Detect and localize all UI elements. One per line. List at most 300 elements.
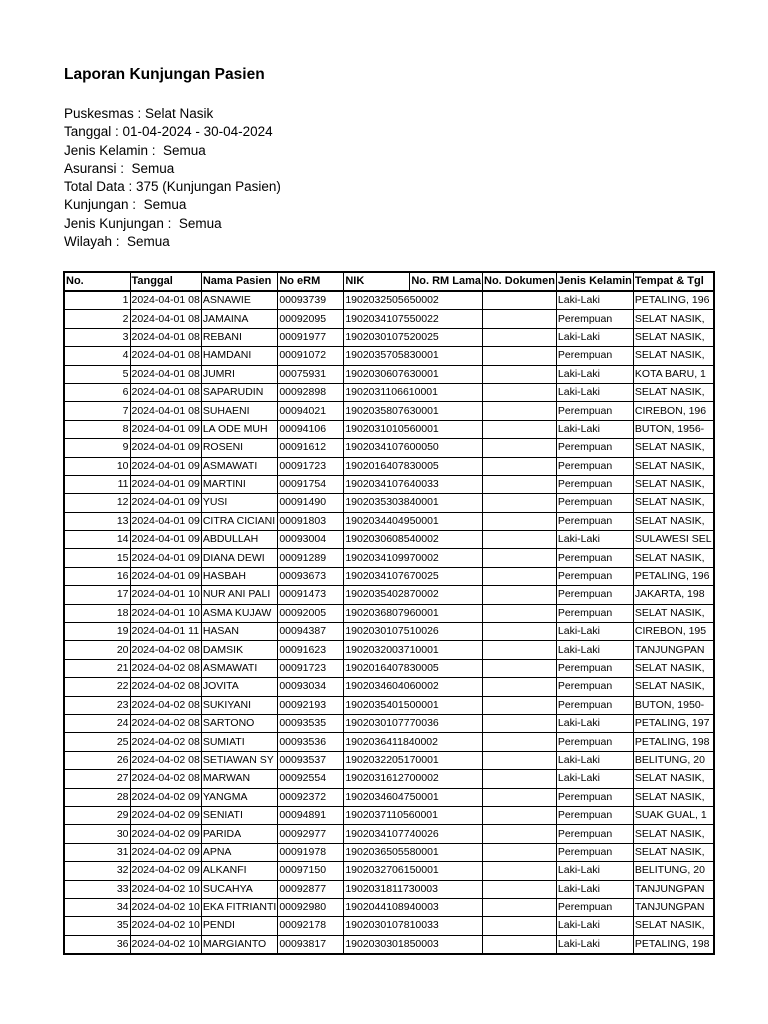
cell-no-erm: 00092980 [278,898,344,916]
cell-tanggal: 2024-04-01 08 [130,310,201,328]
cell-no-erm: 00091289 [278,549,344,567]
header-no: No. [64,272,130,291]
report-title: Laporan Kunjungan Pasien [64,66,265,83]
cell-no-erm: 00091723 [278,457,344,475]
cell-tempat-tgl: BELITUNG, 20 [633,862,713,880]
cell-no-dokumen [483,659,557,677]
table-row [64,898,714,916]
cell-no-dokumen [483,475,557,493]
cell-no: 3 [64,328,130,346]
cell-nik-rm-lama: 1902030607630001 [344,365,483,383]
cell-nik-rm-lama: 1902035402870002 [344,586,483,604]
meta-jenis-kunjungan: Jenis Kunjungan : Semua [64,215,222,231]
cell-nik-rm-lama: 1902034107740026 [344,825,483,843]
cell-nama-pasien: YUSI [201,494,278,512]
cell-no-erm: 00097150 [278,862,344,880]
cell-no-erm: 00092977 [278,825,344,843]
cell-jenis-kelamin: Perempuan [556,898,633,916]
cell-no: 25 [64,733,130,751]
table-row [64,402,714,420]
cell-tempat-tgl: SELAT NASIK, [633,475,713,493]
cell-jenis-kelamin: Laki-Laki [556,383,633,401]
cell-jenis-kelamin: Perempuan [556,696,633,714]
cell-tanggal: 2024-04-01 08 [130,291,201,310]
cell-nama-pasien: REBANI [201,328,278,346]
cell-no-erm: 00094891 [278,806,344,824]
table-row [64,347,714,365]
cell-no-dokumen [483,935,557,954]
cell-tempat-tgl: SELAT NASIK, [633,310,713,328]
cell-nama-pasien: JOVITA [201,678,278,696]
table-row [64,494,714,512]
cell-nama-pasien: ALKANFI [201,862,278,880]
cell-nama-pasien: SARTONO [201,714,278,732]
cell-tempat-tgl: PETALING, 196 [633,291,713,310]
cell-no-erm: 00091978 [278,843,344,861]
cell-nik-rm-lama: 1902034109970002 [344,549,483,567]
table-row [64,770,714,788]
cell-jenis-kelamin: Laki-Laki [556,641,633,659]
cell-jenis-kelamin: Perempuan [556,457,633,475]
cell-no-dokumen [483,586,557,604]
cell-nik-rm-lama: 1902030107520025 [344,328,483,346]
table-body [64,291,714,954]
cell-no: 11 [64,475,130,493]
cell-no-erm: 00092554 [278,770,344,788]
meta-total-data: Total Data : 375 (Kunjungan Pasien) [64,179,281,195]
cell-nama-pasien: SUMIATI [201,733,278,751]
cell-no: 13 [64,512,130,530]
cell-nama-pasien: ASMAWATI [201,457,278,475]
cell-nik-rm-lama: 1902031010560001 [344,420,483,438]
meta-tanggal: Tanggal : 01-04-2024 - 30-04-2024 [64,124,273,140]
cell-nik-rm-lama: 1902036807960001 [344,604,483,622]
cell-no-dokumen [483,770,557,788]
cell-nama-pasien: ROSENI [201,439,278,457]
cell-no-dokumen [483,420,557,438]
cell-no-dokumen [483,623,557,641]
cell-nik-rm-lama: 1902035303840001 [344,494,483,512]
cell-nik-rm-lama: 1902032205170001 [344,751,483,769]
cell-no-dokumen [483,328,557,346]
cell-nama-pasien: SUKIYANI [201,696,278,714]
cell-no-dokumen [483,641,557,659]
cell-nama-pasien: DAMSIK [201,641,278,659]
cell-nik-rm-lama: 1902034107550022 [344,310,483,328]
cell-tanggal: 2024-04-01 09 [130,567,201,585]
cell-tanggal: 2024-04-02 10 [130,880,201,898]
cell-nik-rm-lama: 1902030608540002 [344,531,483,549]
cell-no-dokumen [483,567,557,585]
cell-tanggal: 2024-04-02 09 [130,806,201,824]
cell-no-erm: 00091803 [278,512,344,530]
cell-jenis-kelamin: Laki-Laki [556,935,633,954]
cell-no: 36 [64,935,130,954]
cell-tanggal: 2024-04-02 09 [130,843,201,861]
cell-tanggal: 2024-04-02 08 [130,678,201,696]
cell-nik-rm-lama: 1902034404950001 [344,512,483,530]
cell-tanggal: 2024-04-02 08 [130,733,201,751]
table-row [64,825,714,843]
cell-no-dokumen [483,439,557,457]
table-row [64,457,714,475]
cell-tanggal: 2024-04-01 11 [130,623,201,641]
cell-nik-rm-lama: 1902030107510026 [344,623,483,641]
cell-no-dokumen [483,291,557,310]
cell-jenis-kelamin: Laki-Laki [556,328,633,346]
cell-jenis-kelamin: Laki-Laki [556,862,633,880]
cell-nik-rm-lama: 1902037110560001 [344,806,483,824]
cell-no-erm: 00091473 [278,586,344,604]
cell-no-erm: 00092877 [278,880,344,898]
cell-no-erm: 00091072 [278,347,344,365]
cell-nik-rm-lama: 1902032706150001 [344,862,483,880]
cell-tempat-tgl: TANJUNGPAN [633,641,713,659]
cell-tanggal: 2024-04-02 08 [130,641,201,659]
report-meta [64,105,281,251]
cell-tempat-tgl: SELAT NASIK, [633,788,713,806]
cell-tanggal: 2024-04-02 10 [130,917,201,935]
cell-no: 23 [64,696,130,714]
table-row [64,586,714,604]
cell-no: 2 [64,310,130,328]
table-row [64,696,714,714]
cell-no-dokumen [483,733,557,751]
table-row [64,678,714,696]
cell-tempat-tgl: CIREBON, 196 [633,402,713,420]
cell-no: 29 [64,806,130,824]
cell-nik-rm-lama: 1902031811730003 [344,880,483,898]
cell-tempat-tgl: CIREBON, 195 [633,623,713,641]
cell-no-erm: 00091977 [278,328,344,346]
cell-no-erm: 00093817 [278,935,344,954]
cell-no: 6 [64,383,130,401]
cell-tempat-tgl: BUTON, 1950- [633,696,713,714]
cell-nama-pasien: DIANA DEWI [201,549,278,567]
cell-jenis-kelamin: Laki-Laki [556,751,633,769]
cell-tempat-tgl: SELAT NASIK, [633,604,713,622]
cell-nama-pasien: ASMA KUJAW [201,604,278,622]
cell-nik-rm-lama: 1902031106610001 [344,383,483,401]
cell-jenis-kelamin: Perempuan [556,843,633,861]
cell-tempat-tgl: SELAT NASIK, [633,549,713,567]
table-row [64,383,714,401]
cell-no: 5 [64,365,130,383]
cell-no-dokumen [483,604,557,622]
cell-tempat-tgl: SELAT NASIK, [633,494,713,512]
cell-no-erm: 00094387 [278,623,344,641]
cell-jenis-kelamin: Perempuan [556,567,633,585]
cell-nama-pasien: HAMDANI [201,347,278,365]
cell-nama-pasien: NUR ANI PALI [201,586,278,604]
cell-tanggal: 2024-04-02 09 [130,862,201,880]
cell-no-erm: 00092005 [278,604,344,622]
header-nama-pasien: Nama Pasien [201,272,278,291]
cell-nama-pasien: ABDULLAH [201,531,278,549]
cell-jenis-kelamin: Perempuan [556,347,633,365]
cell-tanggal: 2024-04-02 09 [130,825,201,843]
table-row [64,806,714,824]
cell-no-dokumen [483,880,557,898]
cell-no: 22 [64,678,130,696]
cell-tanggal: 2024-04-01 08 [130,402,201,420]
cell-tanggal: 2024-04-02 08 [130,696,201,714]
cell-tanggal: 2024-04-01 09 [130,512,201,530]
cell-no-dokumen [483,843,557,861]
cell-tanggal: 2024-04-02 08 [130,770,201,788]
table-row [64,365,714,383]
cell-tempat-tgl: SELAT NASIK, [633,457,713,475]
cell-no-erm: 00092193 [278,696,344,714]
cell-jenis-kelamin: Laki-Laki [556,917,633,935]
cell-nama-pasien: SUHAENI [201,402,278,420]
cell-tempat-tgl: PETALING, 197 [633,714,713,732]
cell-no-erm: 00093536 [278,733,344,751]
cell-no-erm: 00092178 [278,917,344,935]
cell-no-dokumen [483,714,557,732]
cell-nama-pasien: MARWAN [201,770,278,788]
cell-tanggal: 2024-04-02 08 [130,751,201,769]
table-row [64,751,714,769]
cell-tanggal: 2024-04-01 09 [130,439,201,457]
cell-nik-rm-lama: 1902030107810033 [344,917,483,935]
cell-no: 14 [64,531,130,549]
cell-nik-rm-lama: 1902030301850003 [344,935,483,954]
cell-no-dokumen [483,917,557,935]
header-no-erm: No eRM [278,272,344,291]
cell-no-dokumen [483,549,557,567]
cell-nama-pasien: LA ODE MUH [201,420,278,438]
cell-tempat-tgl: JAKARTA, 198 [633,586,713,604]
table-row [64,604,714,622]
cell-tanggal: 2024-04-02 09 [130,788,201,806]
cell-no-dokumen [483,751,557,769]
cell-tanggal: 2024-04-01 09 [130,420,201,438]
cell-tempat-tgl: SULAWESI SEL [633,531,713,549]
cell-tempat-tgl: SELAT NASIK, [633,917,713,935]
cell-nik-rm-lama: 1902032505650002 [344,291,483,310]
table-row [64,935,714,954]
cell-no: 20 [64,641,130,659]
table-row [64,659,714,677]
cell-tempat-tgl: SUAK GUAL, 1 [633,806,713,824]
cell-no: 7 [64,402,130,420]
cell-nama-pasien: APNA [201,843,278,861]
cell-tempat-tgl: PETALING, 198 [633,935,713,954]
table-row [64,862,714,880]
cell-tempat-tgl: PETALING, 196 [633,567,713,585]
cell-jenis-kelamin: Laki-Laki [556,420,633,438]
cell-tempat-tgl: KOTA BARU, 1 [633,365,713,383]
cell-no-dokumen [483,862,557,880]
cell-no: 1 [64,291,130,310]
cell-no: 17 [64,586,130,604]
cell-nama-pasien: ASMAWATI [201,659,278,677]
table-row [64,641,714,659]
cell-no: 35 [64,917,130,935]
cell-nama-pasien: PENDI [201,917,278,935]
cell-no: 21 [64,659,130,677]
cell-no-erm: 00091623 [278,641,344,659]
cell-nama-pasien: ASNAWIE [201,291,278,310]
cell-jenis-kelamin: Perempuan [556,310,633,328]
table-row [64,880,714,898]
cell-nik-rm-lama: 1902016407830005 [344,457,483,475]
cell-jenis-kelamin: Laki-Laki [556,365,633,383]
cell-no: 34 [64,898,130,916]
cell-no-erm: 00092898 [278,383,344,401]
cell-no: 19 [64,623,130,641]
cell-nama-pasien: PARIDA [201,825,278,843]
cell-no-erm: 00075931 [278,365,344,383]
cell-no: 30 [64,825,130,843]
cell-nama-pasien: EKA FITRIANTI [201,898,278,916]
cell-jenis-kelamin: Laki-Laki [556,880,633,898]
cell-nama-pasien: HASBAH [201,567,278,585]
cell-nik-rm-lama: 1902034107670025 [344,567,483,585]
table-row [64,512,714,530]
cell-no: 8 [64,420,130,438]
cell-nama-pasien: JUMRI [201,365,278,383]
cell-no-erm: 00093034 [278,678,344,696]
cell-nik-rm-lama: 1902034107640033 [344,475,483,493]
header-tanggal: Tanggal [130,272,201,291]
cell-no-erm: 00092372 [278,788,344,806]
header-tempat-tgl: Tempat & Tgl [633,272,713,291]
cell-nik-rm-lama: 1902032003710001 [344,641,483,659]
cell-nik-rm-lama: 1902030107770036 [344,714,483,732]
cell-nik-rm-lama: 1902035401500001 [344,696,483,714]
cell-no-dokumen [483,365,557,383]
cell-no: 4 [64,347,130,365]
cell-no-erm: 00091754 [278,475,344,493]
cell-nik-rm-lama: 1902035705830001 [344,347,483,365]
cell-jenis-kelamin: Perempuan [556,586,633,604]
cell-tempat-tgl: BUTON, 1956- [633,420,713,438]
cell-no-erm: 00093673 [278,567,344,585]
cell-no: 27 [64,770,130,788]
cell-tempat-tgl: SELAT NASIK, [633,843,713,861]
cell-tempat-tgl: SELAT NASIK, [633,659,713,677]
cell-tempat-tgl: TANJUNGPAN [633,880,713,898]
cell-no: 26 [64,751,130,769]
cell-nik-rm-lama: 1902034107600050 [344,439,483,457]
cell-no-erm: 00091490 [278,494,344,512]
cell-tanggal: 2024-04-01 09 [130,457,201,475]
cell-no: 16 [64,567,130,585]
cell-tempat-tgl: SELAT NASIK, [633,512,713,530]
header-no-dokumen: No. Dokumen [483,272,557,291]
cell-no-dokumen [483,383,557,401]
table-header-row [64,272,714,291]
table-row [64,475,714,493]
header-jenis-kelamin: Jenis Kelamin [556,272,633,291]
cell-tanggal: 2024-04-01 10 [130,604,201,622]
meta-jenis-kelamin: Jenis Kelamin : Semua [64,142,206,158]
table-row [64,788,714,806]
cell-no: 31 [64,843,130,861]
cell-jenis-kelamin: Perempuan [556,788,633,806]
cell-nik-rm-lama: 1902036411840002 [344,733,483,751]
cell-tempat-tgl: PETALING, 198 [633,733,713,751]
cell-jenis-kelamin: Laki-Laki [556,770,633,788]
table-row [64,843,714,861]
meta-puskesmas: Puskesmas : Selat Nasik [64,106,214,121]
table-row [64,420,714,438]
cell-no-dokumen [483,806,557,824]
cell-nama-pasien: SENIATI [201,806,278,824]
cell-tanggal: 2024-04-02 10 [130,898,201,916]
table-row [64,733,714,751]
table-row [64,567,714,585]
cell-tempat-tgl: SELAT NASIK, [633,825,713,843]
cell-jenis-kelamin: Perempuan [556,439,633,457]
cell-no: 18 [64,604,130,622]
cell-no: 9 [64,439,130,457]
cell-no-erm: 00092095 [278,310,344,328]
meta-wilayah: Wilayah : Semua [64,234,170,250]
cell-no: 24 [64,714,130,732]
table-row [64,531,714,549]
cell-jenis-kelamin: Perempuan [556,678,633,696]
cell-tempat-tgl: SELAT NASIK, [633,383,713,401]
cell-jenis-kelamin: Laki-Laki [556,531,633,549]
table-row [64,291,714,310]
cell-nik-rm-lama: 1902031612700002 [344,770,483,788]
cell-no-erm: 00094021 [278,402,344,420]
cell-tanggal: 2024-04-01 10 [130,586,201,604]
cell-no: 12 [64,494,130,512]
cell-no-erm: 00091612 [278,439,344,457]
meta-kunjungan: Kunjungan : Semua [64,197,187,213]
cell-jenis-kelamin: Perempuan [556,512,633,530]
table-row [64,439,714,457]
cell-nama-pasien: YANGMA [201,788,278,806]
cell-tempat-tgl: SELAT NASIK, [633,770,713,788]
cell-nama-pasien: MARTINI [201,475,278,493]
table-row [64,328,714,346]
meta-asuransi: Asuransi : Semua [64,160,175,176]
cell-nik-rm-lama: 1902034604750001 [344,788,483,806]
cell-tanggal: 2024-04-01 08 [130,347,201,365]
table-row [64,623,714,641]
cell-no: 10 [64,457,130,475]
cell-jenis-kelamin: Perempuan [556,825,633,843]
cell-no-dokumen [483,494,557,512]
cell-tanggal: 2024-04-01 08 [130,365,201,383]
cell-tempat-tgl: SELAT NASIK, [633,439,713,457]
cell-jenis-kelamin: Perempuan [556,402,633,420]
cell-tempat-tgl: BELITUNG, 20 [633,751,713,769]
cell-jenis-kelamin: Perempuan [556,806,633,824]
cell-nama-pasien: JAMAINA [201,310,278,328]
cell-no-dokumen [483,696,557,714]
cell-nama-pasien: CITRA CICIANI [201,512,278,530]
table-row [64,549,714,567]
cell-jenis-kelamin: Perempuan [556,475,633,493]
cell-tempat-tgl: SELAT NASIK, [633,678,713,696]
header-nik: NIK [344,272,410,291]
cell-tanggal: 2024-04-01 08 [130,383,201,401]
cell-jenis-kelamin: Perempuan [556,494,633,512]
cell-no: 32 [64,862,130,880]
cell-tempat-tgl: SELAT NASIK, [633,328,713,346]
cell-nik-rm-lama: 1902016407830005 [344,659,483,677]
cell-no-dokumen [483,310,557,328]
cell-no-erm: 00093537 [278,751,344,769]
cell-tanggal: 2024-04-02 08 [130,714,201,732]
table-row [64,310,714,328]
